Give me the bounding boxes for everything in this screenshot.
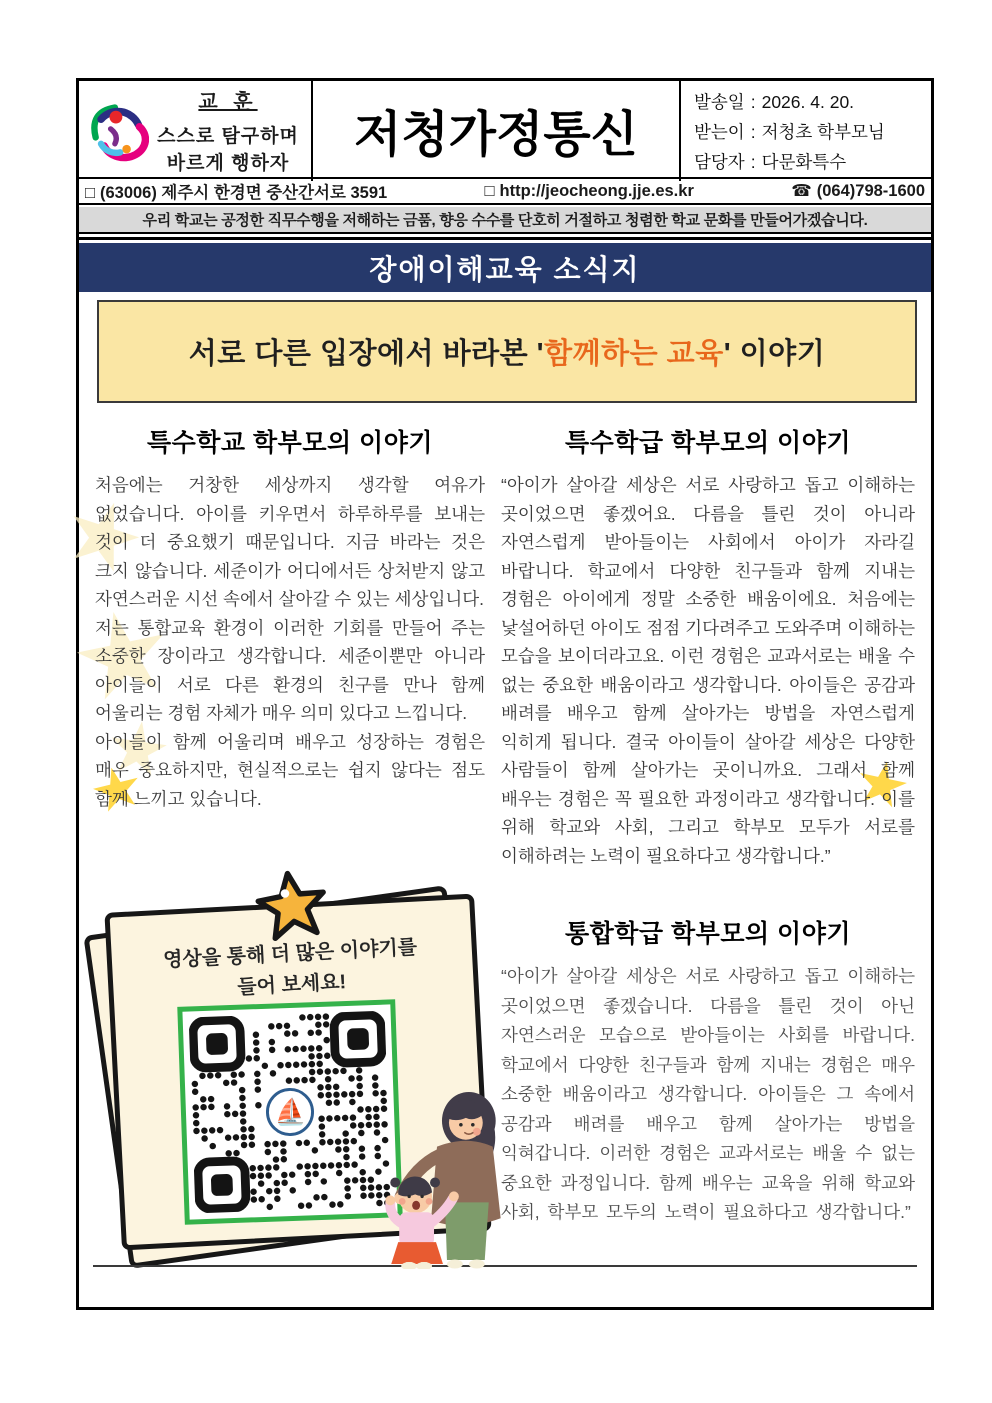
send-date-label: 발송일 <box>694 91 745 112</box>
address-box-icon: □ <box>85 184 95 202</box>
integrity-banner: 우리 학교는 공정한 직무수행을 저해하는 금품, 향응 수수를 단호히 거절하고 청렴한 학교 문화를 만들어가겠습니다. <box>79 207 931 234</box>
phone-item <box>791 181 925 201</box>
phone-icon: ☎ <box>791 182 812 200</box>
star-pin-icon <box>253 867 331 945</box>
special-school-paragraph: 처음에는 거창한 세상까지 생각할 여유가 없었습니다. 아이를 키우면서 하루하루를 보내는 것이 더 중요했기 때문입니다. 지금 바라는 것은 크지 않습니다. 세준이가 어디에서든 상처받지 않고 자연스러운 시선 속에서 살아갈 수 있는 세상입니다. <box>95 475 485 609</box>
website-box-icon: □ <box>484 181 495 200</box>
contact-row <box>79 179 931 205</box>
newsletter-title: 저청가정통신 <box>313 81 681 181</box>
school-logo-icon <box>85 99 149 163</box>
parent-child-illustration <box>373 1085 503 1269</box>
manager-line: 담당자 : 다문화특수 <box>694 151 847 172</box>
headline-box <box>97 300 917 403</box>
motto-block <box>149 85 307 177</box>
section-banner: 장애이해교육 소식지 <box>79 243 931 292</box>
manager-value: 다문화특수 <box>761 151 847 172</box>
website-item <box>485 182 694 201</box>
sailboat-icon: ⛵ <box>273 1098 307 1128</box>
special-school-title: 특수학교 학부모의 이야기 <box>146 429 434 457</box>
qr-code <box>177 999 402 1224</box>
address-text: (63006) 제주시 한경면 중산간서로 3591 <box>99 184 388 202</box>
document-frame <box>76 78 934 1310</box>
inclusive-class-title: 통합학급 학부모의 이야기 <box>564 920 852 948</box>
motto-cell <box>79 81 313 181</box>
website-text: http://jeocheong.jje.es.kr <box>499 181 694 200</box>
qr-caption: 영상을 통해 더 많은 이야기를 들어 보세요! <box>162 936 418 999</box>
footer-rule <box>93 1265 917 1267</box>
right-column <box>501 423 915 1228</box>
motto-heading: 교 훈 <box>198 91 258 113</box>
phone-text: (064)798-1600 <box>816 182 925 200</box>
header <box>79 81 931 179</box>
recipient-label: 받는이 <box>694 121 745 142</box>
header-info <box>681 81 931 181</box>
header-divider <box>79 237 931 240</box>
motto-line-1: 스스로 탐구하며 <box>157 126 299 147</box>
headline-text: 서로 다른 입장에서 바라본 '함께하는 교육' 이야기 <box>188 338 826 370</box>
special-class-title: 특수학급 학부모의 이야기 <box>564 429 852 457</box>
manager-label: 담당자 <box>694 151 745 172</box>
send-date-value: 2026. 4. 20. <box>761 91 855 112</box>
special-class-paragraph: “아이가 살아갈 세상은 서로 사랑하고 돕고 이해하는 곳이었으면 좋겠어요. 다름을 틀린 것이 아니라 자연스럽게 받아들이는 사회에서 아이가 자라길 바랍니다. 학교에서 다양한 친구들과 함께 지내는 경험은 아이에게 정말 소중한 배움이에요. 처음에는 낯설어하던 아이도 점점 기다려주고 도와주며 이해하는 모습을 보이더라고요. 이런 경험은 교과서로는 배울 수 없는 중요한 배움이라고 생각합니다. 아이들은 공감과 배려를 배우고 함께 살아가는 방법을 자연스럽게 익히게 됩니다. 결국 아이들이 살아갈 세상은 다양한 사람들이 함께 살아가는 곳이니까요. 그래서 함께 배우는 경험은 꼭 필요한 과정이라고 생각합니다. 이를 위해 학교와 사회, 그리고 학부모 모두가 서로를 이해하려는 노력이 필요하다고 생각합니다.” <box>501 475 915 866</box>
qr-code-pattern <box>189 1011 392 1214</box>
headline-highlight: 함께하는 교육 <box>544 338 724 370</box>
special-school-paragraph: 저는 통합교육 환경이 이러한 기회를 만들어 주는 소중한 장이라고 생각합니다. 세준이뿐만 아니라 아이들이 서로 다른 환경의 친구를 만나 함께 어울리는 경험 자체가 매우 의미 있다고 느낍니다. <box>95 617 485 723</box>
motto-line-2: 바르게 행하자 <box>166 153 290 174</box>
send-date-line: 발송일 : 2026. 4. 20. <box>694 91 855 112</box>
special-school-paragraph: 아이들이 함께 어울리며 배우고 성장하는 경험은 매우 중요하지만, 현실적으로는 쉽지 않다는 점도 함께 느끼고 있습니다. <box>95 731 485 809</box>
address-item <box>85 179 387 203</box>
inclusive-class-paragraph: “아이가 살아갈 세상은 서로 사랑하고 돕고 이해하는 곳이었으면 좋겠습니다. 다름을 틀린 것이 아닌 자연스러운 모습으로 받아들이는 사회를 바랍니다. 학교에서 다양한 친구들과 함께 지내는 경험은 매우 소중한 배움이라고 생각합니다. 아이들은 그 속에서 공감과 배려를 배우고 함께 살아가는 방법을 익혀갑니다. 이러한 경험은 교과서로는 배울 수 없는 중요한 과정입니다. 함께 배우는 교육을 위해 학교와 사회, 학부모 모두의 노력이 필요하다고 생각합니다.” <box>501 966 915 1222</box>
recipient-value: 저청초 학부모님 <box>761 121 885 142</box>
recipient-line: 받는이 : 저청초 학부모님 <box>694 121 885 142</box>
